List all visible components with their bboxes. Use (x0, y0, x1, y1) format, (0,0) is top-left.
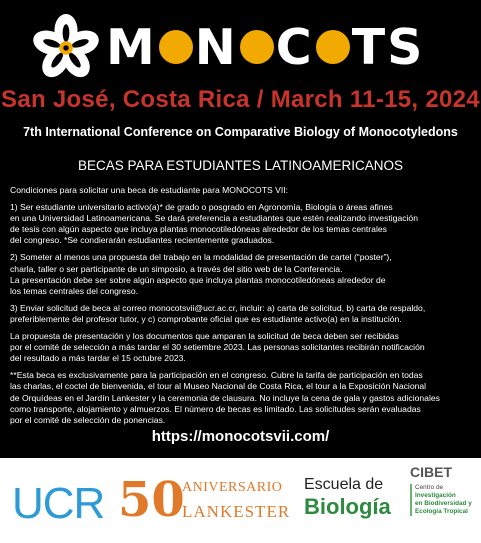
sponsor-footer (0, 458, 481, 543)
lankester-aniversario: ANIVERSARIO (182, 480, 283, 495)
lankester-logo (118, 472, 291, 530)
ucr-logo: UCR (12, 479, 105, 528)
coverage-paragraph: **Esta beca es exclusivamente para la participación en el congreso. Cubre la tarifa de participación en todas las charlas, el coctel de bienvenida, el tour al Museo Nacional de Costa Rica, el tour a la Exposición Nacional de Orquídeas en el Jardín Lankester y la ceremonia de clausura. No incluye la cena de gala y gastos adicionales como transporte, alojamiento y almuerzos. El número de becas es limitado. Las solicitudes serán evaluadas por el comité de selección de ponencias. (10, 370, 440, 425)
wordmark-dot-icon (240, 30, 274, 64)
wordmark-n: N (194, 19, 238, 76)
scholarship-heading: BECAS PARA ESTUDIANTES LATINOAMERICANOS (77, 158, 404, 173)
cibet-title: CIBET (410, 464, 452, 480)
biologia-line2: Biología (304, 494, 391, 519)
event-location-date: San José, Costa Rica / March 11-15, 2024 (1, 86, 480, 113)
condition-2: 2) Someter al menos una propuesta del trabajo en la modalidad de presentación de cartel (“poster”), charla, taller o ser participante de un simposio, a través del sitio web de la Conferencia. La presentación debe ser sobre algún aspecto que incluya plantas monocotiledóneas alrededor de los temas centrales del congreso. (10, 252, 392, 296)
wordmark-c: C (275, 19, 314, 76)
cibet-subtitle: Centro de Investigación en Biodiversidad y Ecología Tropical (410, 484, 480, 516)
monocots-wordmark (106, 20, 424, 76)
wordmark-dot-icon (159, 30, 193, 64)
conference-subtitle: 7th International Conference on Comparative Biology of Monocotyledons (23, 125, 458, 139)
wordmark-dot-icon (316, 30, 350, 64)
cibet-logo (410, 464, 480, 516)
lankester-name: LANKESTER (182, 502, 291, 521)
escuela-biologia-logo (304, 476, 404, 520)
condition-1: 1) Ser estudiante universitario activo(a)* de grado o posgrado en Agronomía, Biología o áreas afines en una Universidad Latinoamericana. Se dará preferencia a estudiantes que estén realizando investigación de tesis con algún aspecto que incluya plantas monocotiledóneas alrededor de los temas centrales del congreso. *Se condierarán estudiantes recientemente graduados. (10, 202, 418, 246)
biologia-line1: Escuela de (304, 476, 384, 493)
logo-row (0, 6, 481, 86)
condition-3: 3) Enviar solicitud de beca al correo monocotsvii@ucr.ac.cr, incluir: a) carta de solicitud, b) carta de respaldo, preferiblemente del profesor tutor, y c) comprobante oficial que es estudiante activo(a) en la institución. (10, 302, 426, 324)
wordmark-m: M (106, 19, 157, 76)
wordmark-ts: TS (351, 19, 425, 76)
lankester-50: 50 (118, 472, 185, 528)
deadline-paragraph: La propuesta de presentación y los documentos que amparan la solicitud de beca deben ser recibidas por el comité de selección a más tardar el 30 setiembre 2023. Las personas solicitantes recibirán notificación del resultado a más tardar el 15 octubre 2023. (10, 331, 425, 364)
conditions-body (10, 185, 472, 432)
flower-logo-icon (32, 14, 100, 82)
website-link[interactable]: https://monocotsvii.com/ (151, 428, 330, 445)
conditions-intro: Condiciones para solicitar una beca de estudiante para MONOCOTS VII: (10, 185, 289, 195)
